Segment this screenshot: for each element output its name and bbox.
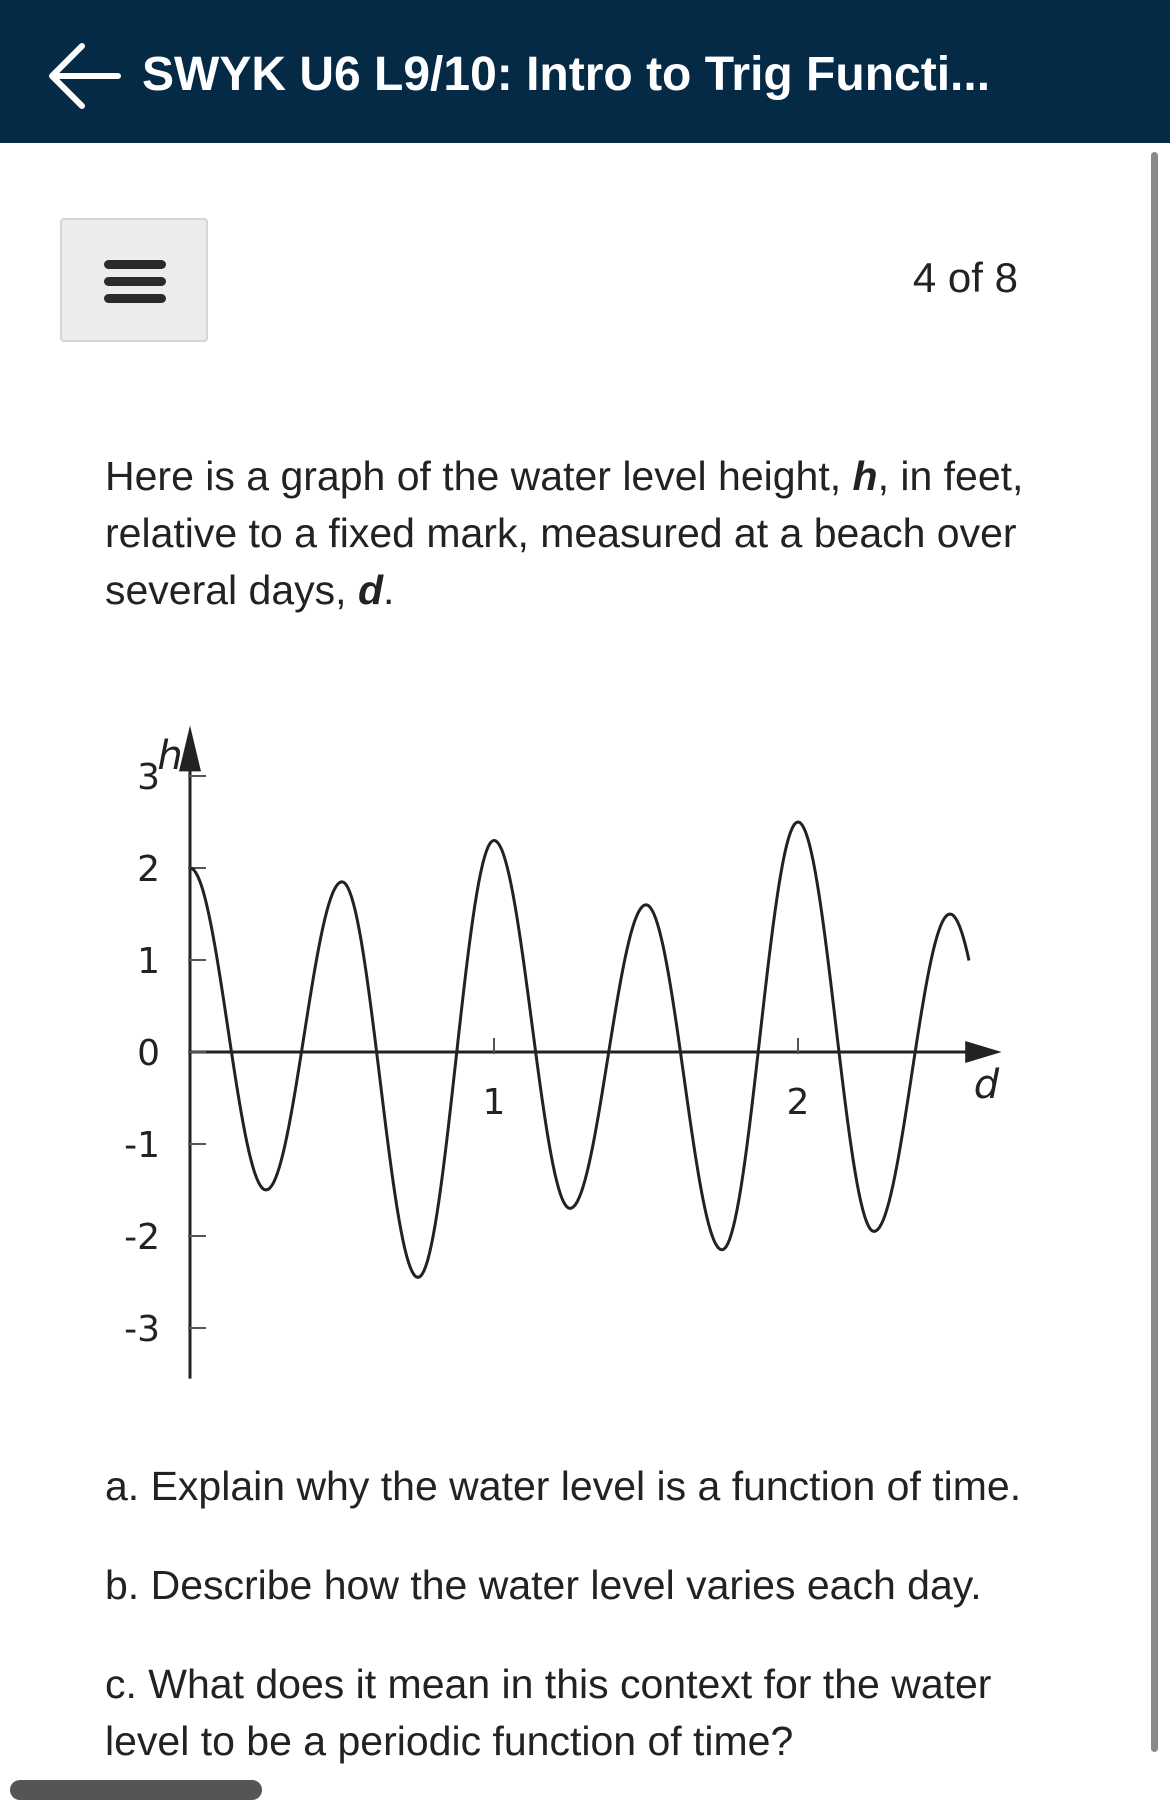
x-axis-label: d (973, 1062, 1000, 1108)
prompt-var-d: d (357, 567, 383, 613)
back-button[interactable] (46, 40, 122, 112)
question-counter: 4 of 8 (912, 254, 1018, 301)
y-axis-label: h (157, 732, 183, 779)
question-prompt (105, 448, 1085, 619)
scrollbar[interactable] (1151, 152, 1158, 1752)
y-tick-label: 3 (137, 757, 160, 798)
page-title: SWYK U6 L9/10: Intro to Trig Functi... (142, 48, 991, 101)
menu-button[interactable] (60, 218, 208, 342)
y-tick-label: -3 (124, 1309, 160, 1350)
question-b: b. Describe how the water level varies each day. (105, 1562, 982, 1608)
home-indicator (10, 1780, 262, 1800)
y-tick-label: 2 (137, 849, 160, 890)
y-tick-label: 0 (137, 1033, 160, 1074)
x-axis-arrow (965, 1041, 1001, 1063)
question-a: a. Explain why the water level is a function of time. (105, 1463, 1022, 1509)
x-tick-label: 2 (786, 1082, 810, 1123)
water-level-graph (110, 700, 1040, 1390)
y-tick-label: -1 (124, 1125, 160, 1166)
x-tick-label: 1 (482, 1082, 506, 1123)
series-line (190, 822, 969, 1277)
prompt-text-3: . (383, 567, 395, 613)
prompt-text-2: , in feet, relative to a fixed mark, measured at a beach over several days, (105, 453, 1024, 613)
top-bar (0, 0, 1170, 143)
y-tick-label: 1 (137, 941, 160, 982)
question-c: c. What does it mean in this context for the water level to be a periodic function of time? (105, 1661, 992, 1764)
prompt-text-1: Here is a graph of the water level height, (105, 453, 853, 499)
y-tick-label: -2 (124, 1217, 160, 1258)
prompt-var-h: h (852, 453, 878, 499)
arrow-left-icon (46, 40, 122, 112)
